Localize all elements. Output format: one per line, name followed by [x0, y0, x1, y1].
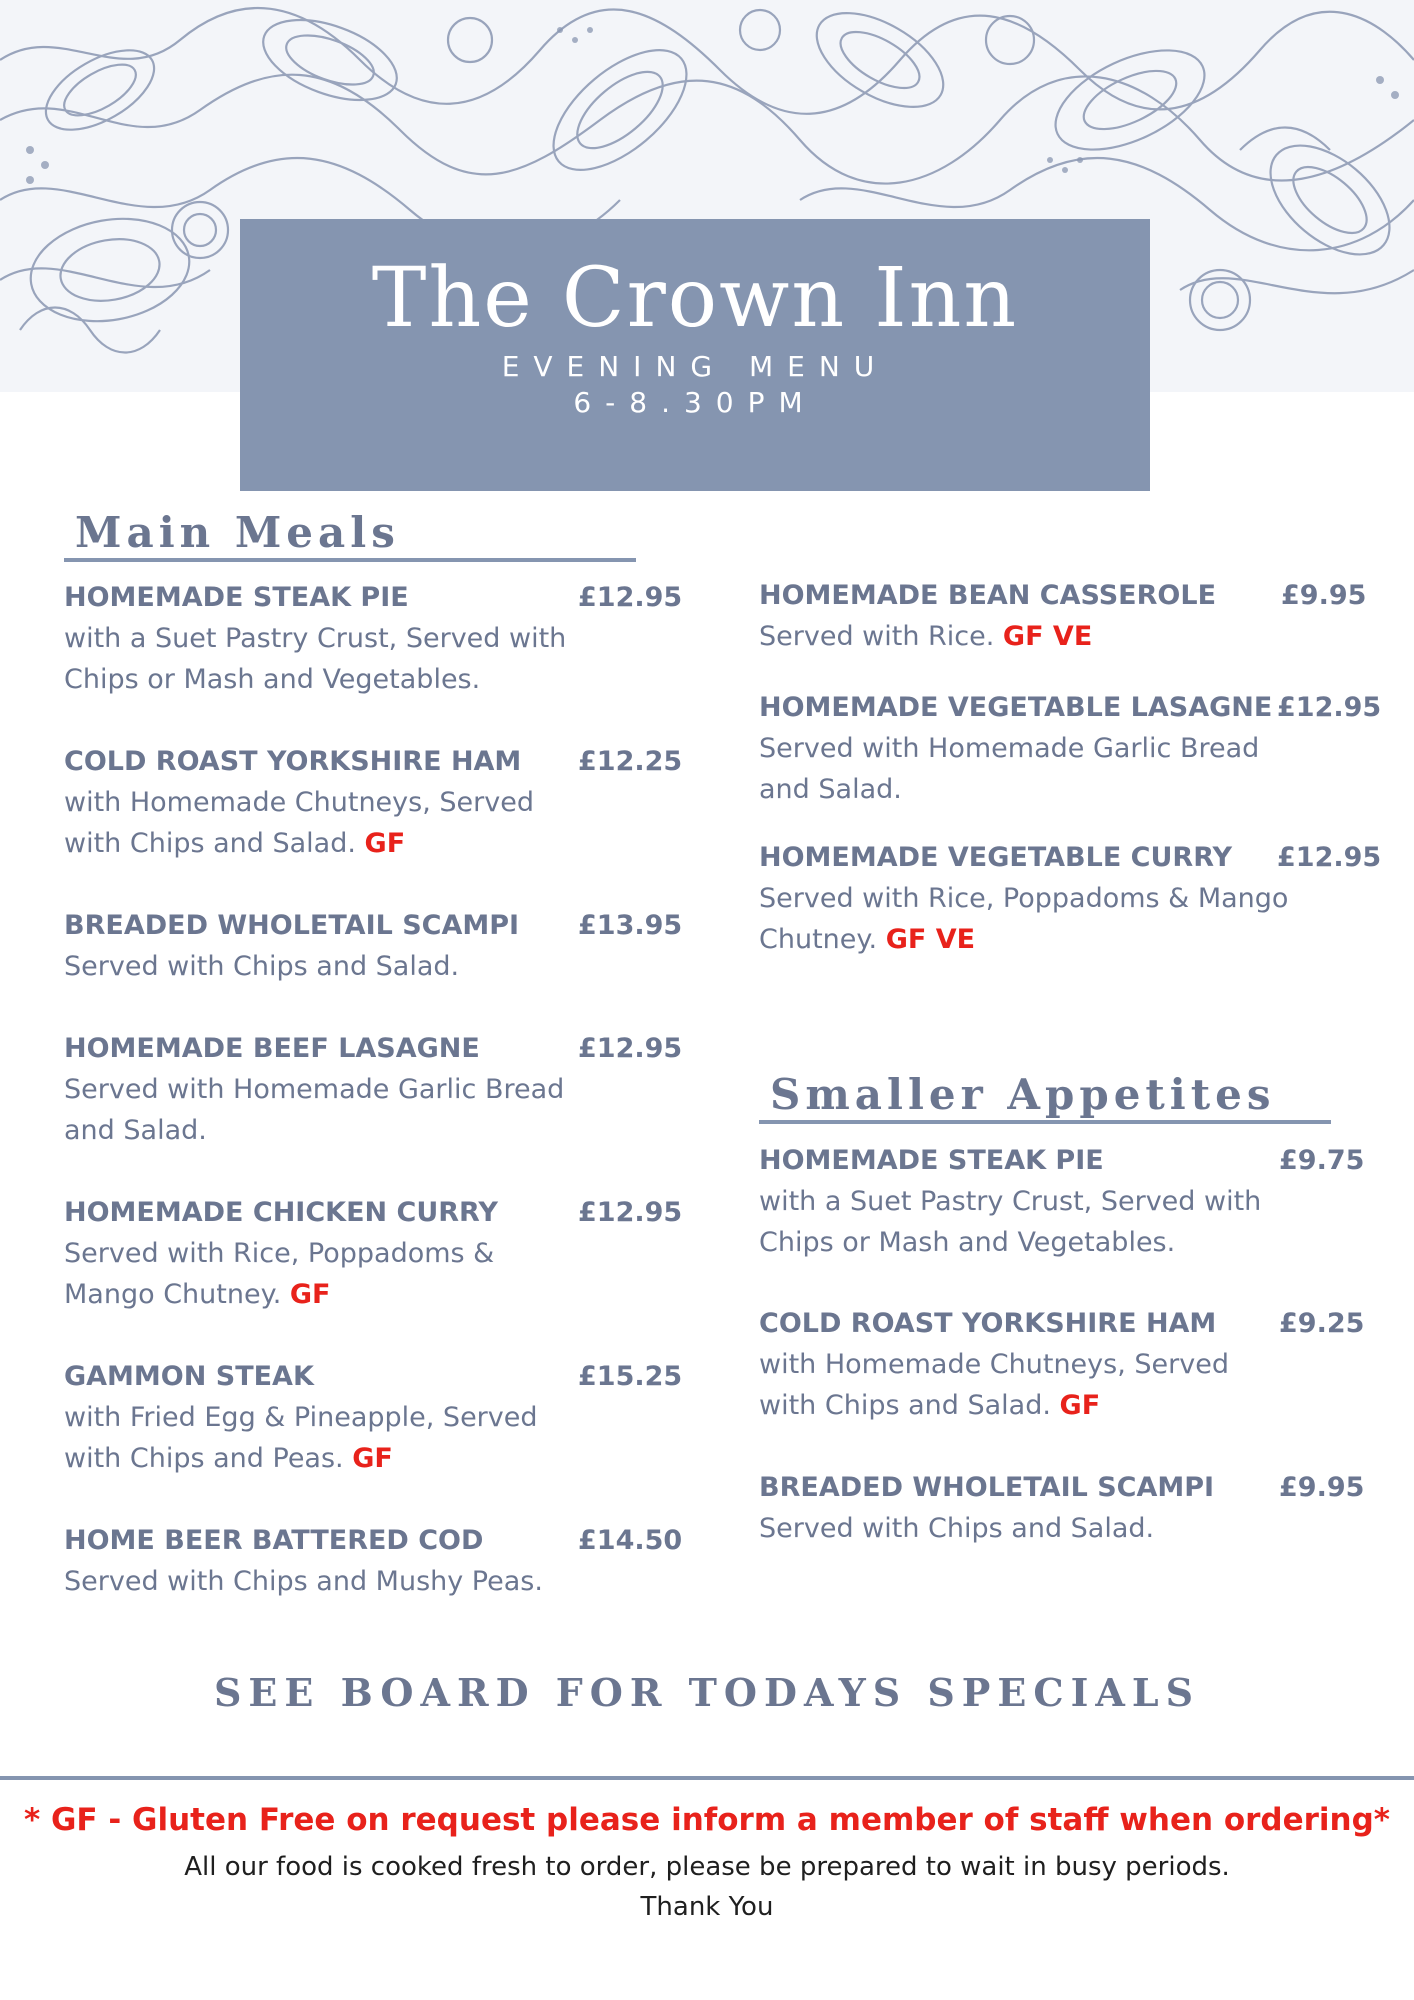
menu-item	[759, 1141, 1365, 1263]
item-description: Served with Chips and Mushy Peas.	[64, 1566, 543, 1597]
item-description: Served with Rice, Poppadoms & Mango Chutney. GF VE	[759, 883, 1289, 955]
menu-item	[759, 1468, 1365, 1549]
title-panel	[240, 219, 1150, 491]
item-name: COLD ROAST YORKSHIRE HAM	[759, 1308, 1217, 1339]
menu-item	[64, 1357, 683, 1479]
menu-item	[759, 1304, 1365, 1426]
menu-item	[64, 1029, 683, 1151]
item-description: with Fried Egg & Pineapple, Served with Chips and Peas. GF	[64, 1402, 538, 1474]
item-price: £12.25	[578, 746, 683, 777]
item-name: HOMEMADE CHICKEN CURRY	[64, 1197, 498, 1228]
main-meals-heading: Main Meals	[75, 508, 400, 557]
item-description: with Homemade Chutneys, Served with Chips and Salad. GF	[759, 1349, 1229, 1421]
item-price: £13.95	[578, 910, 683, 941]
item-price: £15.25	[578, 1361, 683, 1392]
main-meals-underline	[64, 558, 636, 562]
menu-item	[759, 576, 1367, 657]
item-price: £12.95	[578, 582, 683, 613]
specials-notice: SEE BOARD FOR TODAYS SPECIALS	[213, 1670, 1201, 1715]
item-price: £9.25	[1279, 1308, 1365, 1339]
item-name: HOMEMADE VEGETABLE CURRY	[759, 842, 1233, 873]
menu-item	[64, 906, 683, 987]
menu-item	[759, 838, 1382, 960]
item-price: £9.95	[1281, 580, 1367, 611]
item-description: Served with Rice, Poppadoms & Mango Chutney. GF	[64, 1238, 495, 1310]
item-price: £9.95	[1279, 1472, 1365, 1503]
dietary-tag: GF VE	[1002, 621, 1093, 652]
item-description: Served with Homemade Garlic Bread and Salad.	[759, 733, 1260, 805]
item-description: with a Suet Pastry Crust, Served with Chips or Mash and Vegetables.	[64, 623, 567, 695]
item-price: £14.50	[578, 1525, 683, 1556]
item-name: HOMEMADE STEAK PIE	[64, 582, 409, 613]
item-price: £9.75	[1279, 1145, 1365, 1176]
item-description: Served with Chips and Salad.	[759, 1513, 1155, 1544]
cooked-fresh-note: All our food is cooked fresh to order, please be prepared to wait in busy periods.	[184, 1852, 1230, 1882]
menu-hours: 6-8.30PM	[573, 386, 817, 419]
item-name: HOMEMADE BEAN CASSEROLE	[759, 580, 1217, 611]
menu-subtitle: EVENING MENU	[501, 350, 889, 383]
dietary-tag: GF	[289, 1279, 331, 1310]
item-name: COLD ROAST YORKSHIRE HAM	[64, 746, 522, 777]
dietary-tag: GF VE	[885, 924, 976, 955]
item-name: BREADED WHOLETAIL SCAMPI	[759, 1472, 1215, 1503]
item-description: Served with Homemade Garlic Bread and Salad.	[64, 1074, 565, 1146]
gluten-free-note: * GF - Gluten Free on request please inform a member of staff when ordering*	[23, 1802, 1391, 1838]
item-description: with Homemade Chutneys, Served with Chips and Salad. GF	[64, 787, 534, 859]
menu-item	[64, 742, 683, 864]
dietary-tag: GF	[352, 1443, 393, 1474]
restaurant-title: The Crown Inn	[371, 251, 1019, 346]
dietary-tag: GF	[364, 828, 406, 859]
item-name: GAMMON STEAK	[64, 1361, 314, 1392]
item-name: HOME BEER BATTERED COD	[64, 1525, 484, 1556]
menu-item	[759, 688, 1382, 810]
dietary-tag: GF	[1059, 1390, 1101, 1421]
menu-item	[64, 1193, 683, 1315]
smaller-appetites-heading: Smaller Appetites	[770, 1070, 1276, 1119]
item-name: HOMEMADE BEEF LASAGNE	[64, 1033, 480, 1064]
thank-you-note: Thank You	[640, 1892, 774, 1922]
smaller-appetites-underline	[759, 1120, 1331, 1124]
item-price: £12.95	[578, 1197, 683, 1228]
item-name: HOMEMADE STEAK PIE	[759, 1145, 1104, 1176]
item-description: Served with Rice. GF VE	[759, 621, 1093, 652]
item-name: BREADED WHOLETAIL SCAMPI	[64, 910, 520, 941]
item-description: with a Suet Pastry Crust, Served with Chips or Mash and Vegetables.	[759, 1186, 1262, 1258]
item-price: £12.95	[1277, 692, 1382, 723]
item-price: £12.95	[578, 1033, 683, 1064]
menu-item	[64, 578, 683, 700]
item-description: Served with Chips and Salad.	[64, 951, 460, 982]
item-name: HOMEMADE VEGETABLE LASAGNE	[759, 692, 1273, 723]
menu-item	[64, 1521, 683, 1602]
footer-divider	[0, 1776, 1414, 1780]
item-price: £12.95	[1277, 842, 1382, 873]
